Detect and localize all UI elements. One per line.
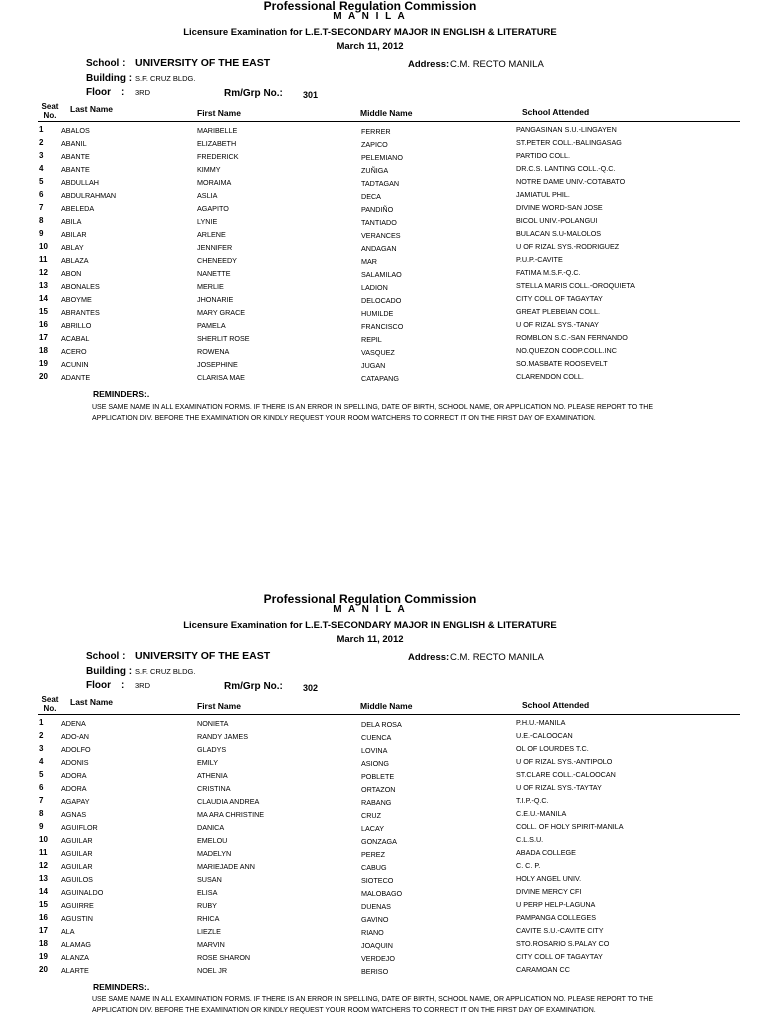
floor-label: Floor (86, 87, 111, 98)
seat-number: 8 (39, 216, 44, 225)
middle-name: CUENCA (361, 733, 392, 742)
last-name: ADORA (61, 784, 87, 793)
table-row (0, 966, 768, 979)
school-attended: U OF RIZAL SYS.-ANTIPOLO (516, 757, 613, 766)
last-name: ACUNIN (61, 360, 89, 369)
middle-name: HUMILDE (361, 309, 394, 318)
table-row (0, 849, 768, 862)
school-attended: JAMIATUL PHIL. (516, 190, 570, 199)
seat-number: 14 (39, 294, 48, 303)
seat-number: 18 (39, 939, 48, 948)
examinee-list (0, 719, 768, 979)
middle-name: CATAPANG (361, 374, 399, 383)
middle-name: TADTAGAN (361, 179, 400, 188)
seat-number: 3 (39, 151, 44, 160)
col-header-seat: Seat No. (41, 102, 59, 120)
table-row (0, 797, 768, 810)
school-attended: BULACAN S.U-MALOLOS (516, 229, 602, 238)
school-attended: U OF RIZAL SYS.-RODRIGUEZ (516, 242, 620, 251)
first-name: JOSEPHINE (197, 360, 238, 369)
school-attended: OL OF LOURDES T.C. (516, 744, 589, 753)
last-name: ADO-AN (61, 732, 89, 741)
first-name: ASLIA (197, 191, 218, 200)
middle-name: JOAQUIN (361, 941, 393, 950)
last-name: ADONIS (61, 758, 89, 767)
table-row (0, 321, 768, 334)
table-row (0, 178, 768, 191)
first-name: ATHENIA (197, 771, 228, 780)
reminders-text: USE SAME NAME IN ALL EXAMINATION FORMS. IF THERE IS AN ERROR IN SPELLING, DATE OF BIRTH, SCHOOL NAME, OR APPLICATION NO. PLEASE REPORT TO THE APPLICATION DIV. BEFORE THE EXAMINATION OR KINDLY REQUEST YOUR ROOM WATCHERS TO CORRECT IT ON THE FIRST DAY OF EXAMINATION. (92, 996, 654, 1014)
seat-number: 1 (39, 718, 44, 727)
middle-name: ANDAGAN (361, 244, 397, 253)
last-name: ABLAY (61, 243, 84, 252)
middle-name: JUGAN (361, 361, 386, 370)
middle-name: PEREZ (361, 850, 385, 859)
org-title: Professional Regulation Commission (263, 592, 477, 606)
middle-name: ZUÑIGA (361, 166, 389, 175)
table-row (0, 269, 768, 282)
last-name: ALANZA (61, 953, 89, 962)
school-attended: ABADA COLLEGE (516, 848, 576, 857)
seat-number: 4 (39, 164, 44, 173)
first-name: ELISA (197, 888, 218, 897)
address-value: C.M. RECTO MANILA (450, 59, 544, 70)
school-attended: U.E.-CALOOCAN (516, 731, 573, 740)
col-header-last-name: Last Name (70, 697, 113, 707)
first-name: SUSAN (197, 875, 222, 884)
first-name: MORAIMA (197, 178, 232, 187)
seat-number: 5 (39, 770, 44, 779)
middle-name: PELEMIANO (361, 153, 403, 162)
table-row (0, 204, 768, 217)
school-attended: DIVINE WORD-SAN JOSE (516, 203, 603, 212)
middle-name: GAVINO (361, 915, 389, 924)
middle-name: DELOCADO (361, 296, 402, 305)
col-header-middle-name: Middle Name (360, 701, 413, 711)
col-header-seat: Seat No. (41, 695, 59, 713)
last-name: ALA (61, 927, 75, 936)
school-attended: P.U.P.-CAVITE (516, 255, 563, 264)
school-attended: CITY COLL OF TAGAYTAY (516, 294, 603, 303)
first-name: MARIEJADE ANN (197, 862, 255, 871)
first-name: ARLENE (197, 230, 226, 239)
last-name: ABONALES (61, 282, 100, 291)
last-name: ABANTE (61, 165, 90, 174)
header-rule (38, 121, 740, 122)
first-name: MERLIE (197, 282, 224, 291)
school-attended: DR.C.S. LANTING COLL.-Q.C. (516, 164, 616, 173)
school-attended: STO.ROSARIO S.PALAY CO (516, 939, 610, 948)
school-attended: SO.MASBATE ROOSEVELT (516, 359, 608, 368)
table-row (0, 784, 768, 797)
middle-name: SALAMILAO (361, 270, 402, 279)
school-attended: CITY COLL OF TAGAYTAY (516, 952, 603, 961)
seat-number: 16 (39, 913, 48, 922)
last-name: AGUILAR (61, 836, 93, 845)
middle-name: GONZAGA (361, 837, 397, 846)
table-row (0, 165, 768, 178)
col-header-school: School Attended (522, 700, 590, 710)
first-name: RHICA (197, 914, 220, 923)
first-name: NOEL JR (197, 966, 228, 975)
seat-number: 18 (39, 346, 48, 355)
floor-colon: : (121, 87, 125, 98)
table-row (0, 360, 768, 373)
table-row (0, 217, 768, 230)
floor-label: Floor (86, 680, 111, 691)
school-attended: HOLY ANGEL UNIV. (516, 874, 582, 883)
first-name: MA ARA CHRISTINE (197, 810, 265, 819)
seat-number: 16 (39, 320, 48, 329)
school-attended: P.H.U.-MANILA (516, 718, 566, 727)
city-title: M A N I L A (333, 604, 407, 615)
last-name: AGNAS (61, 810, 87, 819)
last-name: ACERO (61, 347, 87, 356)
school-attended: U PERP HELP-LAGUNA (516, 900, 596, 909)
table-row (0, 243, 768, 256)
table-row (0, 282, 768, 295)
seat-number: 3 (39, 744, 44, 753)
col-header-middle-name: Middle Name (360, 108, 413, 118)
exam-date: March 11, 2012 (336, 41, 404, 52)
last-name: ABILA (61, 217, 82, 226)
school-attended: ST.PETER COLL.-BALINGASAG (516, 138, 622, 147)
table-row (0, 308, 768, 321)
last-name: AGUINALDO (61, 888, 104, 897)
middle-name: MAR (361, 257, 377, 266)
last-name: ABRILLO (61, 321, 92, 330)
last-name: ADOLFO (61, 745, 91, 754)
first-name: GLADYS (197, 745, 227, 754)
last-name: AGUILOS (61, 875, 93, 884)
middle-name: REPIL (361, 335, 382, 344)
seat-number: 13 (39, 281, 48, 290)
seat-number: 9 (39, 229, 44, 238)
middle-name: MALOBAGO (361, 889, 403, 898)
middle-name: RIANO (361, 928, 384, 937)
seat-number: 15 (39, 307, 48, 316)
middle-name: VERANCES (361, 231, 401, 240)
room-list-sheet (0, 593, 768, 1023)
last-name: AGUILAR (61, 862, 93, 871)
school-attended: ROMBLON S.C.-SAN FERNANDO (516, 333, 628, 342)
first-name: SHERLIT ROSE (197, 334, 250, 343)
first-name: MARVIN (197, 940, 225, 949)
school-attended: NOTRE DAME UNIV.-COTABATO (516, 177, 626, 186)
table-row (0, 862, 768, 875)
first-name: NONIETA (197, 719, 229, 728)
col-header-last-name: Last Name (70, 104, 113, 114)
middle-name: ORTAZON (361, 785, 396, 794)
floor-value: 3RD (135, 88, 151, 97)
room-label: Rm/Grp No.: (224, 681, 283, 692)
building-label: Building : (86, 666, 133, 677)
school-attended: COLL. OF HOLY SPIRIT-MANILA (516, 822, 624, 831)
middle-name: VASQUEZ (361, 348, 395, 357)
first-name: RUBY (197, 901, 217, 910)
table-row (0, 810, 768, 823)
middle-name: FERRER (361, 127, 391, 136)
school-attended: T.I.P.-Q.C. (516, 796, 549, 805)
seat-number: 5 (39, 177, 44, 186)
school-attended: FATIMA M.S.F.-Q.C. (516, 268, 581, 277)
table-row (0, 732, 768, 745)
first-name: NANETTE (197, 269, 231, 278)
col-header-first-name: First Name (197, 701, 241, 711)
floor-value: 3RD (135, 681, 151, 690)
building-value: S.F. CRUZ BLDG. (135, 667, 196, 676)
last-name: ABDULLAH (61, 178, 99, 187)
seat-number: 10 (39, 835, 48, 844)
seat-number: 7 (39, 796, 44, 805)
last-name: AGAPAY (61, 797, 90, 806)
first-name: ELIZABETH (197, 139, 237, 148)
middle-name: DELA ROSA (361, 720, 402, 729)
table-row (0, 940, 768, 953)
middle-name: DUENAS (361, 902, 391, 911)
middle-name: CRUZ (361, 811, 381, 820)
middle-name: ASIONG (361, 759, 389, 768)
first-name: RANDY JAMES (197, 732, 248, 741)
table-row (0, 823, 768, 836)
first-name: LIEZLE (197, 927, 221, 936)
building-label: Building : (86, 73, 133, 84)
school-attended: C.E.U.-MANILA (516, 809, 567, 818)
last-name: AGUIRRE (61, 901, 94, 910)
middle-name: ZAPICO (361, 140, 388, 149)
middle-name: LADION (361, 283, 388, 292)
table-row (0, 914, 768, 927)
exam-title: Licensure Examination for L.E.T-SECONDARY MAJOR IN ENGLISH & LITERATURE (183, 27, 557, 38)
table-row (0, 373, 768, 386)
middle-name: POBLETE (361, 772, 395, 781)
school-attended: CLARENDON COLL. (516, 372, 584, 381)
school-attended: GREAT PLEBEIAN COLL. (516, 307, 601, 316)
org-title: Professional Regulation Commission (263, 0, 477, 13)
exam-title: Licensure Examination for L.E.T-SECONDARY MAJOR IN ENGLISH & LITERATURE (183, 620, 557, 631)
school-attended: ST.CLARE COLL.-CALOOCAN (516, 770, 616, 779)
room-number: 301 (303, 90, 319, 100)
school-attended: U OF RIZAL SYS.-TANAY (516, 320, 599, 329)
reminders-label: REMINDERS:. (93, 389, 150, 399)
first-name: CLAUDIA ANDREA (197, 797, 260, 806)
address-label: Address: (408, 59, 450, 70)
table-row (0, 719, 768, 732)
floor-colon: : (121, 680, 125, 691)
last-name: ACABAL (61, 334, 90, 343)
school-value: UNIVERSITY OF THE EAST (135, 57, 271, 69)
table-row (0, 888, 768, 901)
school-attended: NO.QUEZON COOP.COLL.INC (516, 346, 617, 355)
first-name: LYNIE (197, 217, 218, 226)
seat-number: 9 (39, 822, 44, 831)
school-attended: CAVITE S.U.-CAVITE CITY (516, 926, 604, 935)
middle-name: LOVINA (361, 746, 388, 755)
school-label: School : (86, 651, 126, 662)
last-name: ABELEDA (61, 204, 95, 213)
first-name: JHONARIE (197, 295, 234, 304)
first-name: ROSE SHARON (197, 953, 251, 962)
reminders-text: USE SAME NAME IN ALL EXAMINATION FORMS. IF THERE IS AN ERROR IN SPELLING, DATE OF BIRTH, SCHOOL NAME, OR APPLICATION NO. PLEASE REPORT TO THE APPLICATION DIV. BEFORE THE EXAMINATION OR KINDLY REQUEST YOUR ROOM WATCHERS TO CORRECT IT ON THE FIRST DAY OF EXAMINATION. (92, 404, 654, 422)
first-name: KIMMY (197, 165, 221, 174)
last-name: ABOYME (61, 295, 92, 304)
first-name: ROWENA (197, 347, 230, 356)
school-attended: PARTIDO COLL. (516, 151, 571, 160)
seat-number: 15 (39, 900, 48, 909)
table-row (0, 126, 768, 139)
table-row (0, 758, 768, 771)
examinee-list (0, 126, 768, 386)
seat-number: 17 (39, 333, 48, 342)
middle-name: TANTIADO (361, 218, 397, 227)
school-attended: STELLA MARIS COLL.-OROQUIETA (516, 281, 635, 290)
last-name: ABON (61, 269, 82, 278)
middle-name: PANDIÑO (361, 205, 394, 214)
school-attended: BICOL UNIV.-POLANGUI (516, 216, 598, 225)
building-value: S.F. CRUZ BLDG. (135, 74, 196, 83)
last-name: AGUIFLOR (61, 823, 98, 832)
last-name: ALARTE (61, 966, 89, 975)
col-header-first-name: First Name (197, 108, 241, 118)
header-rule (38, 714, 740, 715)
reminders-label: REMINDERS:. (93, 982, 150, 992)
table-row (0, 771, 768, 784)
last-name: ABILAR (61, 230, 87, 239)
last-name: ABANTE (61, 152, 90, 161)
table-row (0, 191, 768, 204)
seat-number: 2 (39, 731, 44, 740)
last-name: ABDULRAHMAN (61, 191, 117, 200)
middle-name: DECA (361, 192, 381, 201)
room-label: Rm/Grp No.: (224, 88, 283, 99)
school-attended: U OF RIZAL SYS.-TAYTAY (516, 783, 602, 792)
table-row (0, 256, 768, 269)
table-row (0, 347, 768, 360)
school-attended: DIVINE MERCY CFI (516, 887, 582, 896)
first-name: EMILY (197, 758, 219, 767)
school-value: UNIVERSITY OF THE EAST (135, 650, 271, 662)
seat-number: 12 (39, 861, 48, 870)
room-list-sheet (0, 0, 768, 430)
room-number: 302 (303, 683, 319, 693)
table-row (0, 745, 768, 758)
middle-name: CABUG (361, 863, 387, 872)
table-row (0, 230, 768, 243)
first-name: MADELYN (197, 849, 232, 858)
first-name: MARY GRACE (197, 308, 246, 317)
last-name: ABANIL (61, 139, 87, 148)
seat-number: 13 (39, 874, 48, 883)
seat-number: 14 (39, 887, 48, 896)
table-row (0, 139, 768, 152)
seat-number: 6 (39, 783, 44, 792)
school-attended: PAMPANGA COLLEGES (516, 913, 597, 922)
middle-name: FRANCISCO (361, 322, 404, 331)
table-row (0, 927, 768, 940)
seat-number: 11 (39, 848, 48, 857)
seat-number: 2 (39, 138, 44, 147)
first-name: CRISTINA (197, 784, 231, 793)
col-header-school: School Attended (522, 107, 590, 117)
school-attended: C.L.S.U. (516, 835, 544, 844)
last-name: ABLAZA (61, 256, 89, 265)
middle-name: LACAY (361, 824, 385, 833)
last-name: AGUILAR (61, 849, 93, 858)
first-name: EMELOU (197, 836, 228, 845)
first-name: MARIBELLE (197, 126, 238, 135)
seat-number: 4 (39, 757, 44, 766)
first-name: JENNIFER (197, 243, 233, 252)
seat-number: 11 (39, 255, 48, 264)
seat-number: 6 (39, 190, 44, 199)
last-name: ABRANTES (61, 308, 100, 317)
first-name: PAMELA (197, 321, 226, 330)
first-name: CHENEEDY (197, 256, 237, 265)
last-name: ADORA (61, 771, 87, 780)
seat-number: 20 (39, 372, 48, 381)
last-name: ADANTE (61, 373, 91, 382)
seat-number: 1 (39, 125, 44, 134)
table-row (0, 953, 768, 966)
school-attended: CARAMOAN CC (516, 965, 570, 974)
middle-name: SIOTECO (361, 876, 394, 885)
table-row (0, 152, 768, 165)
table-row (0, 295, 768, 308)
city-title: M A N I L A (333, 11, 407, 22)
seat-number: 7 (39, 203, 44, 212)
school-label: School : (86, 58, 126, 69)
table-row (0, 875, 768, 888)
seat-number: 10 (39, 242, 48, 251)
school-attended: C. C. P. (516, 861, 541, 870)
middle-name: VERDEJO (361, 954, 395, 963)
seat-number: 8 (39, 809, 44, 818)
last-name: ALAMAG (61, 940, 91, 949)
first-name: DANICA (197, 823, 225, 832)
last-name: AGUSTIN (61, 914, 93, 923)
exam-date: March 11, 2012 (336, 634, 404, 645)
seat-number: 19 (39, 952, 48, 961)
last-name: ADENA (61, 719, 86, 728)
seat-number: 19 (39, 359, 48, 368)
middle-name: RABANG (361, 798, 392, 807)
school-attended: PANGASINAN S.U.-LINGAYEN (516, 125, 617, 134)
seat-number: 17 (39, 926, 48, 935)
table-row (0, 901, 768, 914)
table-row (0, 836, 768, 849)
last-name: ABALOS (61, 126, 90, 135)
middle-name: BERISO (361, 967, 389, 976)
first-name: AGAPITO (197, 204, 229, 213)
seat-number: 12 (39, 268, 48, 277)
table-row (0, 334, 768, 347)
seat-number: 20 (39, 965, 48, 974)
first-name: FREDERICK (197, 152, 239, 161)
address-label: Address: (408, 652, 450, 663)
address-value: C.M. RECTO MANILA (450, 652, 544, 663)
first-name: CLARISA MAE (197, 373, 245, 382)
